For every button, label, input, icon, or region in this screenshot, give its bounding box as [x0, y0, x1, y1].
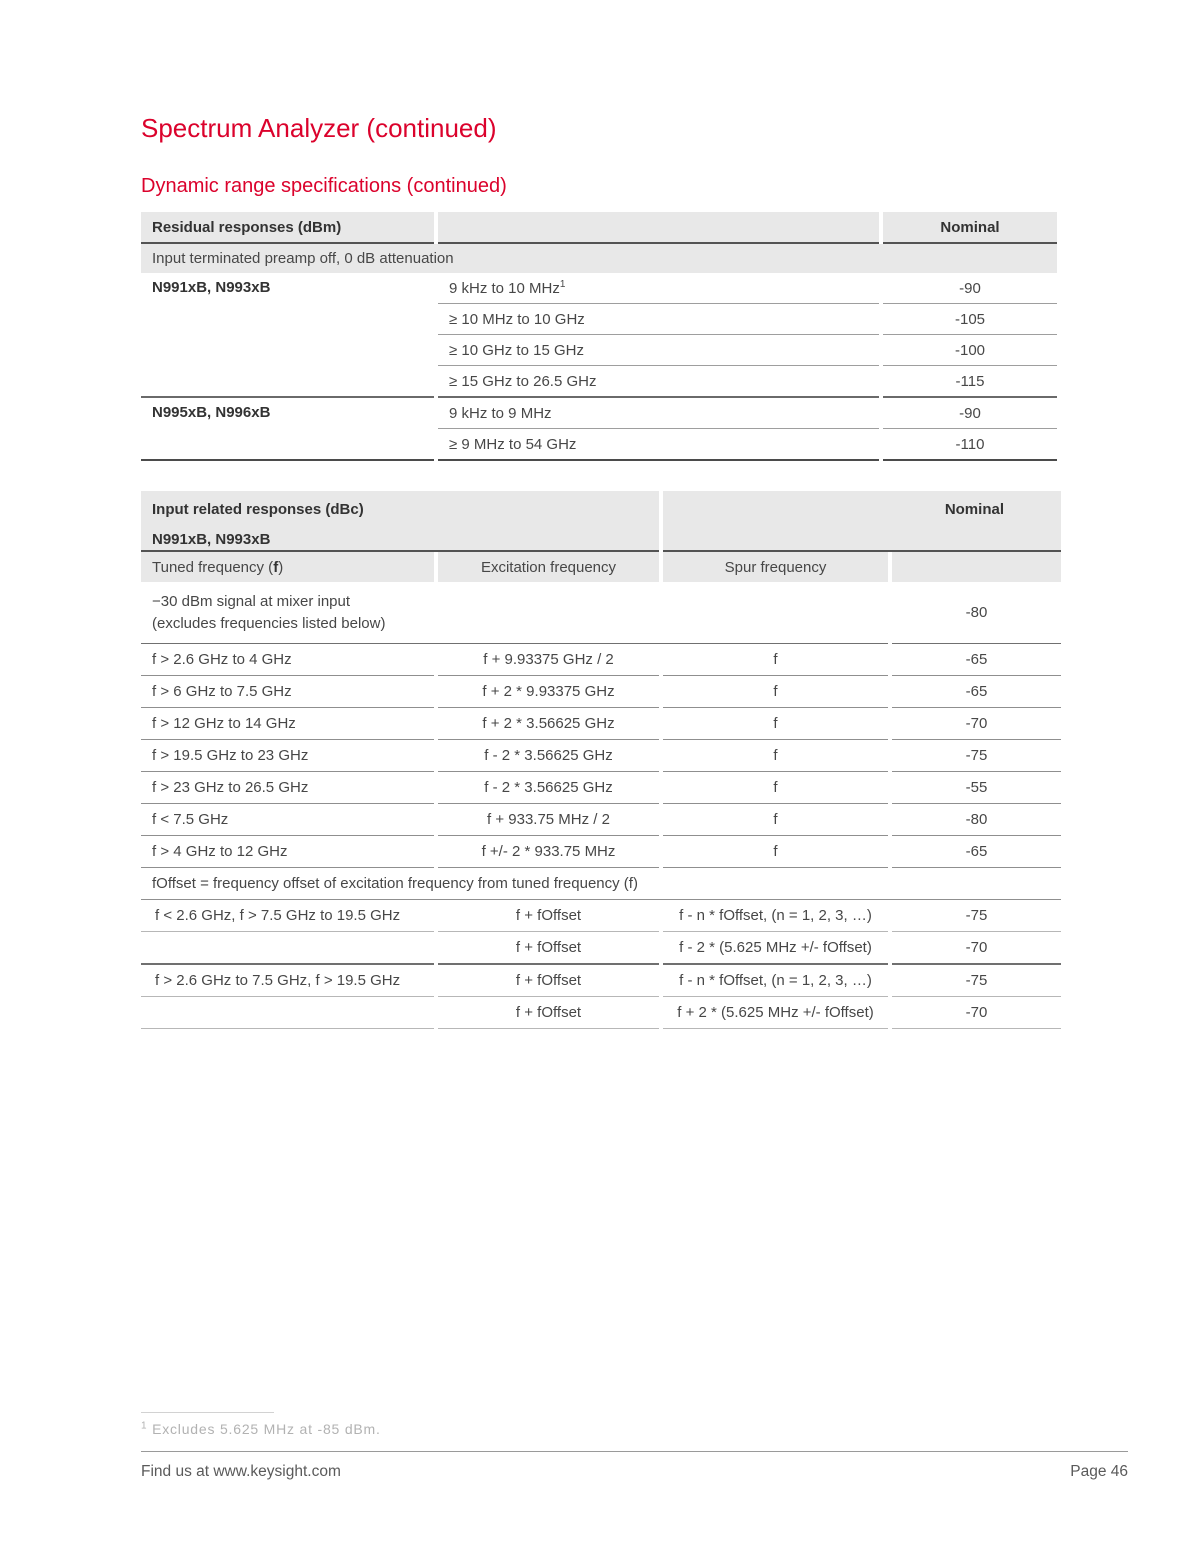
header-spacer-cell	[438, 212, 879, 244]
input-related-responses-table	[137, 491, 1065, 1029]
nominal-column-header-cell	[663, 491, 1061, 552]
spur-frequency-cell: f - 2 * (5.625 MHz +/- fOffset)	[663, 932, 888, 965]
mixer-condition-line2: (excludes frequencies listed below)	[152, 614, 386, 632]
excitation-frequency-cell: f + 933.75 MHz / 2	[438, 804, 659, 836]
table-row	[141, 997, 1061, 1029]
offset-definition-row	[141, 868, 1061, 900]
residual-table-title: Residual responses (dBm)	[141, 212, 434, 244]
tuned-frequency-cell: f > 12 GHz to 14 GHz	[141, 708, 434, 740]
table-row	[141, 740, 1061, 772]
section-subtitle: Dynamic range specifications (continued)	[141, 175, 507, 197]
excitation-frequency-cell: f + fOffset	[438, 900, 659, 932]
footer-page-number: Page 46	[1070, 1463, 1128, 1480]
nominal-value-cell: -55	[892, 772, 1061, 804]
nominal-value-cell: -110	[883, 429, 1057, 461]
nominal-value-cell: -100	[883, 335, 1057, 366]
page-footer	[141, 1463, 1128, 1481]
tuned-frequency-cell: f > 4 GHz to 12 GHz	[141, 836, 434, 868]
input-related-title-cell	[141, 491, 659, 552]
table-header-row	[141, 212, 1057, 244]
excitation-frequency-header: Excitation frequency	[438, 552, 659, 582]
nominal-value-cell: -90	[883, 273, 1057, 304]
nominal-value-cell: -105	[883, 304, 1057, 335]
footnote	[141, 1421, 1128, 1437]
model-subtitle: N991xB, N993xB	[152, 531, 271, 548]
footnote-ref: 1	[559, 278, 566, 290]
header-spacer-cell	[892, 552, 1061, 582]
spur-frequency-cell: f	[663, 804, 888, 836]
table-header-row	[141, 491, 1061, 552]
freq-range-cell: ≥ 15 GHz to 26.5 GHz	[438, 366, 879, 398]
nominal-value-cell: -65	[892, 676, 1061, 708]
tuned-frequency-cell: f > 2.6 GHz to 4 GHz	[141, 644, 434, 676]
model-cell: N995xB, N996xB	[141, 398, 434, 461]
mixer-condition-cell	[141, 582, 888, 644]
excitation-frequency-cell: f + 2 * 3.56625 GHz	[438, 708, 659, 740]
tuned-header-close: )	[278, 558, 284, 576]
nominal-value-cell: -65	[892, 836, 1061, 868]
spur-frequency-header: Spur frequency	[663, 552, 888, 582]
footnote-marker: 1	[141, 1420, 148, 1432]
freq-range-cell: 9 kHz to 9 MHz	[438, 398, 879, 429]
nominal-value-cell: -75	[892, 740, 1061, 772]
table-row	[141, 708, 1061, 740]
footer-find-us: Find us at www.keysight.com	[141, 1463, 341, 1480]
tuned-frequency-cell: f > 19.5 GHz to 23 GHz	[141, 740, 434, 772]
tuned-header-text: Tuned frequency (	[152, 558, 274, 576]
table-row	[141, 965, 1061, 997]
spur-frequency-cell: f + 2 * (5.625 MHz +/- fOffset)	[663, 997, 888, 1029]
offset-definition-note: fOffset = frequency offset of excitation frequency from tuned frequency (f)	[141, 868, 1061, 900]
nominal-value-cell: -70	[892, 997, 1061, 1029]
nominal-value-cell: -80	[892, 804, 1061, 836]
tuned-frequency-cell: f > 23 GHz to 26.5 GHz	[141, 772, 434, 804]
nominal-column-header: Nominal	[944, 501, 1004, 518]
tuned-f-symbol: f	[273, 558, 279, 576]
tuned-frequency-cell: f < 7.5 GHz	[141, 804, 434, 836]
nominal-value-cell: -65	[892, 644, 1061, 676]
page-content	[141, 0, 1128, 1481]
table-row	[141, 900, 1061, 932]
residual-responses-table	[137, 212, 1061, 461]
tuned-frequency-cell: f < 2.6 GHz, f > 7.5 GHz to 19.5 GHz	[141, 900, 434, 932]
freq-range-text: 9 kHz to 10 MHz	[449, 279, 560, 297]
excitation-frequency-cell: f + fOffset	[438, 932, 659, 965]
condition-row	[141, 244, 1057, 273]
spur-frequency-cell: f	[663, 740, 888, 772]
input-related-table-title: Input related responses (dBc)	[152, 501, 364, 518]
model-cell: N991xB, N993xB	[141, 273, 434, 398]
footnote-divider	[141, 1412, 274, 1413]
tuned-frequency-cell	[141, 932, 434, 965]
excitation-frequency-cell: f + 9.93375 GHz / 2	[438, 644, 659, 676]
spur-frequency-cell: f	[663, 836, 888, 868]
tuned-frequency-header	[141, 552, 434, 582]
mixer-condition-line1: −30 dBm signal at mixer input	[152, 592, 351, 610]
tuned-frequency-cell: f > 6 GHz to 7.5 GHz	[141, 676, 434, 708]
nominal-value-cell: -70	[892, 708, 1061, 740]
table-row	[141, 932, 1061, 965]
spur-frequency-cell: f	[663, 676, 888, 708]
excitation-frequency-cell: f +/- 2 * 933.75 MHz	[438, 836, 659, 868]
nominal-value-cell: -70	[892, 932, 1061, 965]
excitation-frequency-cell: f - 2 * 3.56625 GHz	[438, 740, 659, 772]
footnote-text: Excludes 5.625 MHz at -85 dBm.	[147, 1421, 381, 1437]
footer-divider	[141, 1451, 1128, 1452]
table-row	[141, 398, 1057, 429]
condition-note: Input terminated preamp off, 0 dB attenuation	[141, 244, 1057, 273]
table-row	[141, 772, 1061, 804]
table-row	[141, 676, 1061, 708]
nominal-column-header: Nominal	[883, 212, 1057, 244]
freq-range-cell: ≥ 10 MHz to 10 GHz	[438, 304, 879, 335]
nominal-value-cell: -75	[892, 900, 1061, 932]
spur-frequency-cell: f	[663, 708, 888, 740]
nominal-value-cell: -80	[892, 582, 1061, 644]
page-title: Spectrum Analyzer (continued)	[141, 113, 497, 143]
excitation-frequency-cell: f + fOffset	[438, 997, 659, 1029]
tuned-frequency-cell	[141, 997, 434, 1029]
freq-range-cell: ≥ 10 GHz to 15 GHz	[438, 335, 879, 366]
mixer-input-row	[141, 582, 1061, 644]
column-headers-row	[141, 552, 1061, 582]
spur-frequency-cell: f - n * fOffset, (n = 1, 2, 3, …)	[663, 965, 888, 997]
freq-range-cell: ≥ 9 MHz to 54 GHz	[438, 429, 879, 461]
nominal-value-cell: -115	[883, 366, 1057, 398]
table-row	[141, 836, 1061, 868]
excitation-frequency-cell: f + fOffset	[438, 965, 659, 997]
freq-range-cell	[438, 273, 879, 304]
spur-frequency-cell: f	[663, 644, 888, 676]
excitation-frequency-cell: f + 2 * 9.93375 GHz	[438, 676, 659, 708]
spur-frequency-cell: f	[663, 772, 888, 804]
tuned-frequency-cell: f > 2.6 GHz to 7.5 GHz, f > 19.5 GHz	[141, 965, 434, 997]
table-row	[141, 273, 1057, 304]
spur-frequency-cell: f - n * fOffset, (n = 1, 2, 3, …)	[663, 900, 888, 932]
table-row	[141, 644, 1061, 676]
excitation-frequency-cell: f - 2 * 3.56625 GHz	[438, 772, 659, 804]
table-row	[141, 804, 1061, 836]
nominal-value-cell: -90	[883, 398, 1057, 429]
nominal-value-cell: -75	[892, 965, 1061, 997]
